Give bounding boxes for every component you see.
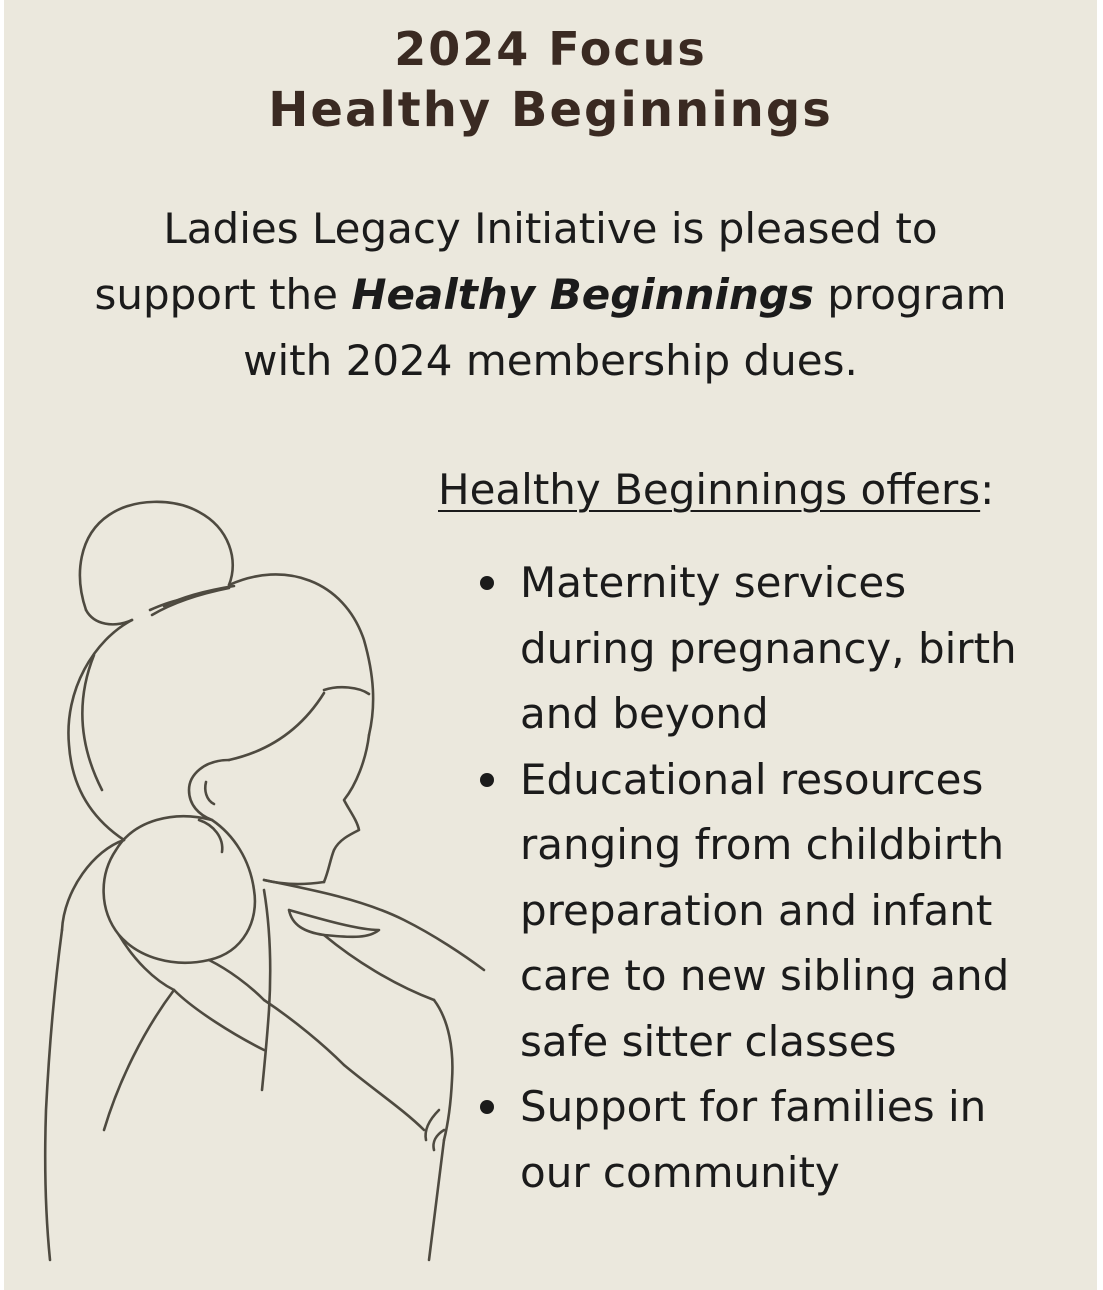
intro-line-1: Ladies Legacy Initiative is pleased to [163,204,938,253]
intro-line-3: with 2024 membership dues. [243,336,858,385]
offers-heading-text: Healthy Beginnings offers [438,465,981,514]
intro-line-2-after: program [813,270,1007,319]
offers-heading-colon: : [980,465,995,514]
offers-heading [438,462,994,518]
bullet-dot-icon [480,576,494,590]
list-item-line: and beyond [520,689,769,738]
offers-list [474,550,1094,1205]
mother-and-baby-line-art-icon [24,490,494,1270]
heading-year-focus: 2024 Focus [394,22,707,76]
list-item-line: Maternity services [520,558,907,607]
list-item [474,747,1094,1075]
list-item-line: care to new sibling and [520,951,1010,1000]
intro-line-2 [4,262,1097,328]
intro-program-emphasis: Healthy Beginnings [351,270,814,319]
list-item [474,1074,1094,1205]
bullet-dot-icon [480,1100,494,1114]
intro-line-2-before: support the [94,270,352,319]
list-item-line: ranging from childbirth [520,820,1005,869]
list-item-line: Educational resources [520,754,984,804]
list-item [474,550,1094,747]
bullet-dot-icon [480,773,494,787]
list-item-line: safe sitter classes [520,1016,897,1066]
list-item-line: preparation and infant [520,885,993,935]
focus-card [4,0,1097,1290]
list-item-line: our community [520,1147,840,1197]
heading-program-name: Healthy Beginnings [268,82,833,138]
intro-paragraph [4,196,1097,394]
list-item-line: Support for families in [520,1082,987,1131]
list-item-line: during pregnancy, birth [520,623,1017,673]
